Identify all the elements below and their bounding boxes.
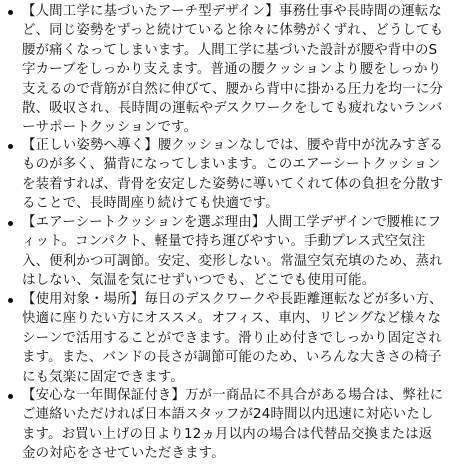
feature-item-arch-design xyxy=(0,2,450,138)
feature-item-text: 【正しい姿勢へ導く】腰クッションなしでは、腰や背中が沈みすぎるものが多く、猫背になってしまいます。このエアーシートクッションを装着すれば、背骨を安定した姿勢に導いてくれて体の負担を分散することで、長時間座り続けても快適です。 xyxy=(22,138,444,212)
feature-item-posture xyxy=(0,136,450,214)
bullet-icon xyxy=(8,221,13,226)
feature-item-text: 【使用対象・場所】毎日のデスクワークや長距離運転などが多い方、快適に座りたい方にオススメ。オフィス、車内、リビングなど様々なシーンで活用することができます。滑り止め付きでしっかり固定されます。また、バンドの長さが調節可能のため、いろんな大きさの椅子にも気楽に固定できます。 xyxy=(22,292,443,385)
feature-item-text: 【人間工学に基づいたアーチ型デザイン】事務仕事や長時間の運転など、同じ姿勢をずっと続けていると徐々に体勢がくずれ、どうしても腰が痛くなってしまいます。人間工学に基づいた設計が腰や背中のS字カーブをしっかり支えます。普通の腰クッションより腰をしっかり支えるので背筋が自然に伸びて、腰から背中に掛かる圧力を均一に分散、吸収され、長時間の運転やデスクワークをしても疲れないランバーサポートクッションです。 xyxy=(22,4,444,136)
feature-item-warranty xyxy=(0,386,450,464)
bullet-icon xyxy=(8,298,13,303)
feature-item-text: 【エアーシートクッションを選ぶ理由】人間工学デザインで腰椎にフィット。コンパクト、軽量で持ち運びやすい。手動プレス式空気注入、便利かつ可調節。安定、変形しない。常温空気充填のため、蒸れはしない、気温を気にせずいつでも、どこでも使用可能。 xyxy=(22,215,443,289)
feature-item-text: 【安心な一年間保証付き】万が一商品に不具合がある場合は、弊社にご連絡いただければ日本語スタッフが24時間以内迅速に対応いたします。お買い上げの日より12ヵ月以内の場合は代替品交換または返金の対応をさせていただきます。 xyxy=(22,388,444,462)
bullet-icon xyxy=(8,394,13,399)
bullet-icon xyxy=(8,10,13,15)
bullet-icon xyxy=(8,144,13,149)
feature-item-usage xyxy=(0,290,450,387)
feature-item-reasons xyxy=(0,213,450,291)
